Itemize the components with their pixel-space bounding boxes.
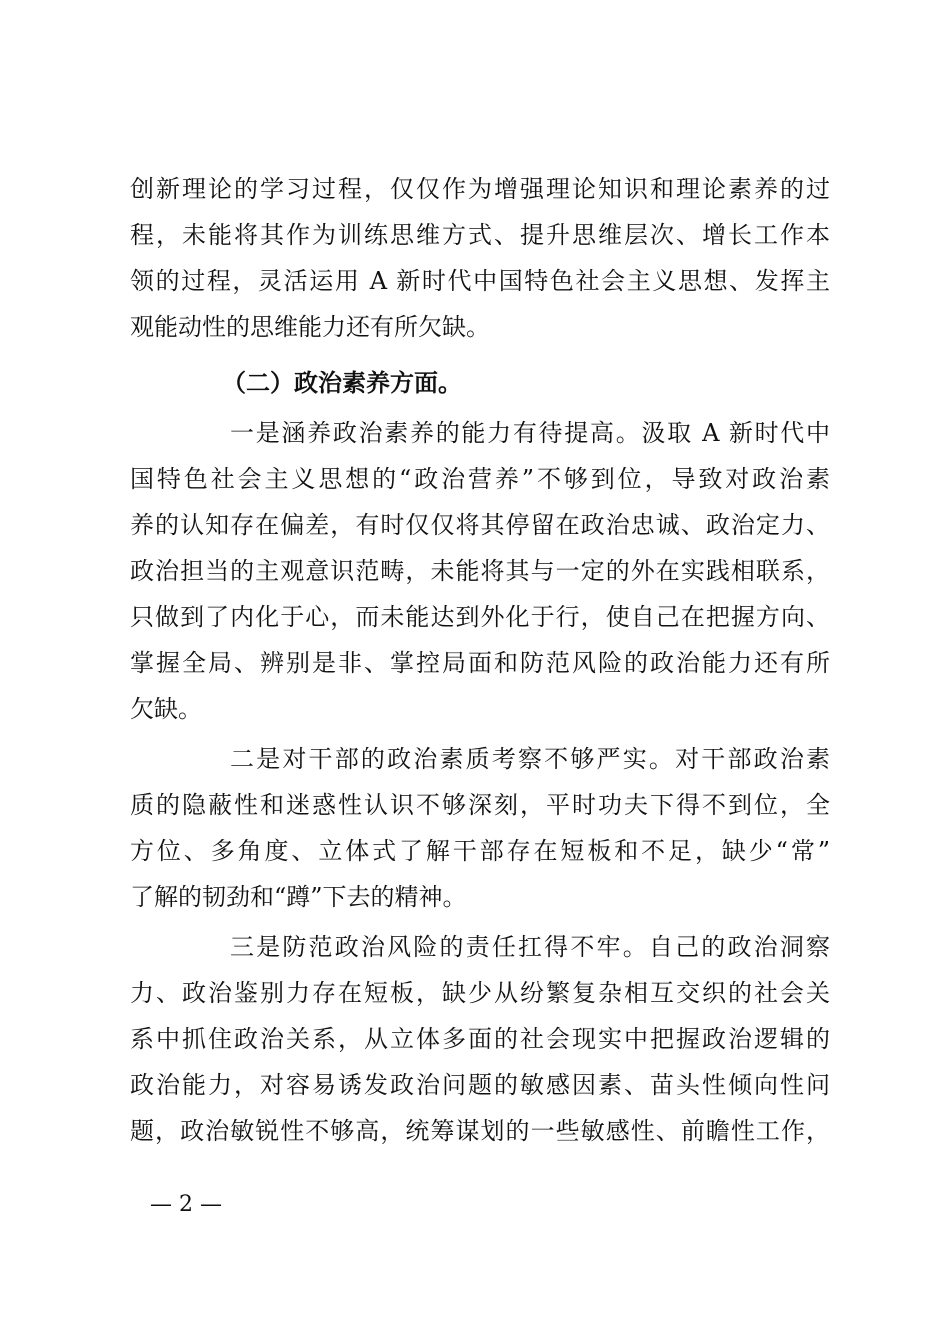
paragraph-line: 力、政治鉴别力存在短板，缺少从纷繁复杂相互交织的社会关 xyxy=(130,979,830,1007)
paragraph-line: 质的隐蔽性和迷惑性认识不够深刻，平时功夫下得不到位，全 xyxy=(130,791,830,819)
paragraph-line: 程，未能将其作为训练思维方式、提升思维层次、增长工作本 xyxy=(130,221,830,249)
paragraph-line: 政治能力，对容易诱发政治问题的敏感因素、苗头性倾向性问 xyxy=(130,1071,830,1099)
section-heading: （二）政治素养方面。 xyxy=(222,368,462,397)
page-number: — 2 — xyxy=(150,1192,222,1217)
paragraph-line: 养的认知存在偏差，有时仅仅将其停留在政治忠诚、政治定力、 xyxy=(130,511,830,539)
paragraph-line: 二是对干部的政治素质考察不够严实。对干部政治素 xyxy=(230,745,830,773)
paragraph-line: 掌握全局、辨别是非、掌控局面和防范风险的政治能力还有所 xyxy=(130,649,830,677)
paragraph-line: 了解的韧劲和“蹲”下去的精神。 xyxy=(130,883,467,911)
paragraph-line: 方位、多角度、立体式了解干部存在短板和不足，缺少“常” xyxy=(130,837,830,865)
paragraph-line: 题，政治敏锐性不够高，统筹谋划的一些敏感性、前瞻性工作， xyxy=(130,1117,830,1145)
paragraph-line: 政治担当的主观意识范畴，未能将其与一定的外在实践相联系， xyxy=(130,557,830,585)
paragraph-line: 观能动性的思维能力还有所欠缺。 xyxy=(130,313,490,341)
paragraph-line: 国特色社会主义思想的“政治营养”不够到位，导致对政治素 xyxy=(130,465,830,493)
paragraph-line: 欠缺。 xyxy=(130,695,202,723)
paragraph-line: 创新理论的学习过程，仅仅作为增强理论知识和理论素养的过 xyxy=(130,175,830,203)
paragraph-line: 一是涵养政治素养的能力有待提高。汲取 A 新时代中 xyxy=(230,419,830,447)
paragraph-line: 只做到了内化于心，而未能达到外化于行，使自己在把握方向、 xyxy=(130,603,830,631)
paragraph-line: 领的过程，灵活运用 A 新时代中国特色社会主义思想、发挥主 xyxy=(130,267,830,295)
paragraph-line: 三是防范政治风险的责任扛得不牢。自己的政治洞察 xyxy=(230,933,830,961)
paragraph-line: 系中抓住政治关系，从立体多面的社会现实中把握政治逻辑的 xyxy=(130,1025,830,1053)
